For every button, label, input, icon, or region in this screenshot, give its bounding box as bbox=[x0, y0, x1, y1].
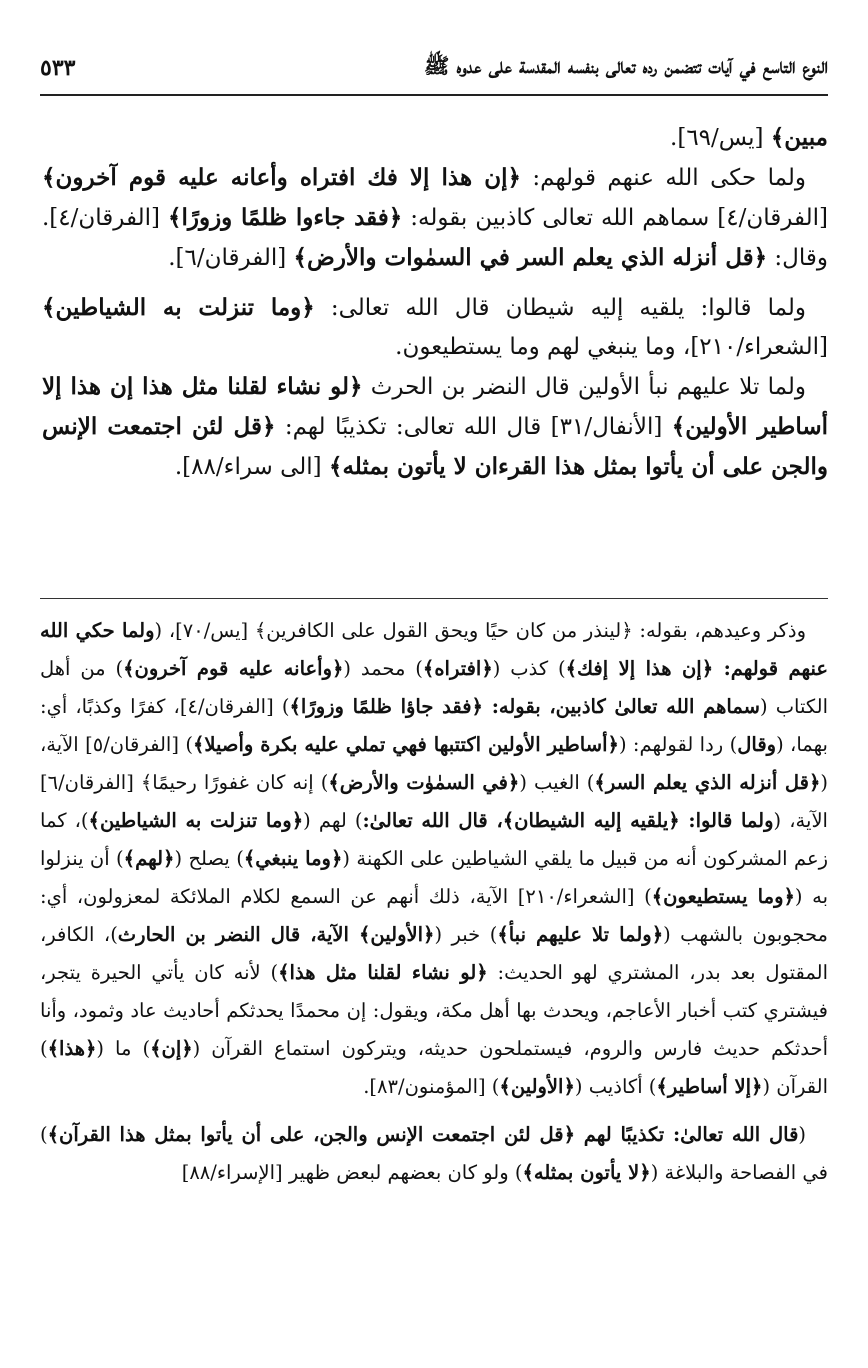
quran-quote: ﴿ولما تلا عليهم نبأ﴾ bbox=[497, 923, 664, 946]
quran-quote: ﴿فقد جاءوا ظلمًا وزورًا﴾ bbox=[167, 204, 403, 231]
text-run: ) القرآن ( bbox=[40, 1037, 828, 1098]
quran-quote: ﴿إلا أساطير﴾ bbox=[656, 1075, 763, 1098]
running-title: النوع التاسع في آيات تتضمن رده تعالى بنفسه المقدسة على عدوه ﷺ bbox=[424, 52, 828, 78]
quran-quote: ﴿قل لئن اجتمعت الإنس والجن على أن يأتوا بمثل هذا القرءان لا يأتون بمثله﴾ bbox=[42, 413, 828, 480]
text-run: )، الكافر، المقتول بعد بدر، المشتري لهو الحديث: bbox=[40, 923, 828, 984]
quran-quote: ﴿وما ينبغي﴾ bbox=[243, 847, 343, 870]
main-text bbox=[42, 118, 828, 487]
quran-quote: ولما حكي الله عنهم قولهم: ﴿إن هذا إلا إفك﴾ bbox=[40, 619, 828, 680]
text-run: ) أن ينزلوا به ( bbox=[40, 847, 828, 908]
text-run: ) ما ( bbox=[96, 1037, 151, 1060]
quran-quote: ﴿إن هذا إلا فك افتراه وأعانه عليه قوم آخرون﴾ bbox=[42, 164, 521, 191]
text-run: ولما قالوا: يلقيه إليه شيطان قال الله تعالى: bbox=[314, 295, 806, 321]
quran-quote: ﴿وما تنزلت به الشياطين﴾ bbox=[88, 809, 304, 832]
quran-quote: ﴿الأولين﴾ bbox=[499, 1075, 575, 1098]
commentary-text bbox=[40, 612, 828, 1192]
quran-quote: ﴿لو نشاء لقلنا مثل هذا إن هذا إلا أساطير الأولين﴾ bbox=[42, 373, 829, 440]
quran-quote: قال الله تعالىٰ: تكذيبًا لهم ﴿قل لئن اجتمعت الإنس والجن، على أن يأتوا بمثل هذا القرآن﴾ bbox=[47, 1123, 799, 1146]
quran-quote: ﴿قل أنزله الذي يعلم السر في السمٰوات والأرض﴾ bbox=[293, 244, 768, 271]
main-paragraph bbox=[42, 118, 828, 158]
quran-quote: ﴿أساطير الأولين اكتتبها فهي تملي عليه بكرة وأصيلا﴾ bbox=[192, 733, 619, 756]
footnote-separator bbox=[40, 598, 828, 599]
quran-quote: مبين﴾ bbox=[770, 124, 828, 151]
quran-quote: ﴿وما تنزلت به الشياطين﴾ bbox=[42, 294, 315, 321]
text-run: [الشعراء/٢١٠]، وما ينبغي لهم وما يستطيعون. bbox=[395, 334, 828, 360]
text-run: [الى سراء/٨٨]. bbox=[174, 454, 329, 480]
text-run: ) الغيب ( bbox=[519, 771, 595, 794]
text-run: [الفرقان/٦]. bbox=[168, 245, 294, 271]
text-run: ) أكاذيب ( bbox=[574, 1075, 657, 1098]
text-run: ) ولو كان بعضهم لبعض ظهير [الإسراء/٨٨] bbox=[181, 1161, 523, 1184]
text-run: ) [الشعراء/٢١٠] الآية، ذلك أنهم عن السمع لكلام الملائكة لمعزولون، أي: محجوبون بالشهب ( bbox=[40, 885, 828, 946]
text-run: ) في الفصاحة والبلاغة ( bbox=[40, 1123, 828, 1184]
text-run: ) كذب ( bbox=[492, 657, 566, 680]
quran-quote: ﴿وأعانه عليه قوم آخرون﴾ bbox=[123, 657, 344, 680]
quran-quote: ﴿قل أنزله الذي يعلم السر﴾ bbox=[594, 771, 821, 794]
commentary-paragraph bbox=[40, 612, 828, 1106]
text-run: ولما تلا عليهم نبأ الأولين قال النضر بن الحرث bbox=[362, 374, 807, 400]
text-run: ) [الفرقان/٤]، كفرًا وكذبًا، أي: بهما، ( bbox=[40, 695, 828, 756]
text-run: [الأنفال/٣١] قال الله تعالى: تكذيبًا لهم: bbox=[275, 414, 672, 440]
text-run: [الفرقان/٤] سماهم الله تعالى كاذبين بقوله: bbox=[402, 205, 828, 231]
quran-quote: ﴿لهم﴾ bbox=[123, 847, 175, 870]
text-run: ( bbox=[798, 1123, 806, 1146]
text-run: ) خبر ( bbox=[434, 923, 498, 946]
page-number: ٥٣٣ bbox=[40, 55, 76, 81]
text-run: ولما حكى الله عنهم قولهم: bbox=[520, 165, 806, 191]
text-run: )، كما زعم المشركون أنه من قبيل ما يلقي الشياطين على الكهنة ( bbox=[40, 809, 828, 870]
text-run: [الفرقان/٤]. وقال: bbox=[42, 205, 828, 271]
text-run: ) محمد ( bbox=[343, 657, 423, 680]
text-run: ) لهم ( bbox=[303, 809, 363, 832]
main-paragraph bbox=[42, 288, 828, 367]
quran-quote: ﴿في السمٰوٰت والأرض﴾ bbox=[328, 771, 520, 794]
quran-quote: ﴿لو نشاء لقلنا مثل هذا﴾ bbox=[278, 961, 488, 984]
quran-quote: ﴿الأولين﴾ الآية، قال النضر بن الحارث bbox=[117, 923, 435, 946]
quran-quote: ﴿افتراه﴾ bbox=[422, 657, 493, 680]
text-run: ) [الفرقان/٥] الآية، ( bbox=[40, 733, 828, 794]
text-run: ) يصلح ( bbox=[174, 847, 244, 870]
quran-quote: ﴿وما يستطيعون﴾ bbox=[651, 885, 795, 908]
text-run: ) [المؤمنون/٨٣]. bbox=[363, 1075, 500, 1098]
text-run: وذكر وعيدهم، بقوله: ﴿لينذر من كان حيًا ويحق القول على الكافرين﴾ [يس/٧٠]، ( bbox=[154, 619, 806, 642]
text-run: ) إنه كان غفورًا رحيمًا﴾ [الفرقان/٦] الآية، ( bbox=[40, 771, 828, 832]
quran-quote: ﴿هذا﴾ bbox=[47, 1037, 97, 1060]
quran-quote: ﴿لا يأتون بمثله﴾ bbox=[522, 1161, 651, 1184]
quran-quote: ولما قالوا: ﴿يلقيه إليه الشيطان﴾، قال الله تعالىٰ: bbox=[362, 809, 774, 832]
main-paragraph bbox=[42, 367, 828, 487]
text-run: [يس/٦٩]. bbox=[670, 125, 771, 151]
text-run: ) ردا لقولهم: ( bbox=[618, 733, 738, 756]
main-paragraph bbox=[42, 158, 828, 278]
text-run: ) لأنه كان يأتي الحيرة يتجر، فيشتري كتب أخبار الأعاجم، ويحدث بها أهل مكة، ويقول: إن محمدًا يحدثكم أحاديث عاد وثمود، وأنا أحدثكم حديث فارس والروم، فيستملحون حديثه، ويتركون استماع القرآن ( bbox=[40, 961, 829, 1060]
quran-quote: وقال bbox=[737, 733, 777, 756]
page-header bbox=[40, 48, 828, 88]
text-run: ) من أهل الكتاب ( bbox=[40, 657, 829, 718]
header-rule bbox=[40, 94, 828, 96]
quran-quote: ﴿إن﴾ bbox=[150, 1037, 193, 1060]
quran-quote: سماهم الله تعالىٰ كاذبين، بقوله: ﴿فقد جاؤا ظلمًا وزورًا﴾ bbox=[289, 695, 760, 718]
commentary-paragraph bbox=[40, 1116, 828, 1192]
